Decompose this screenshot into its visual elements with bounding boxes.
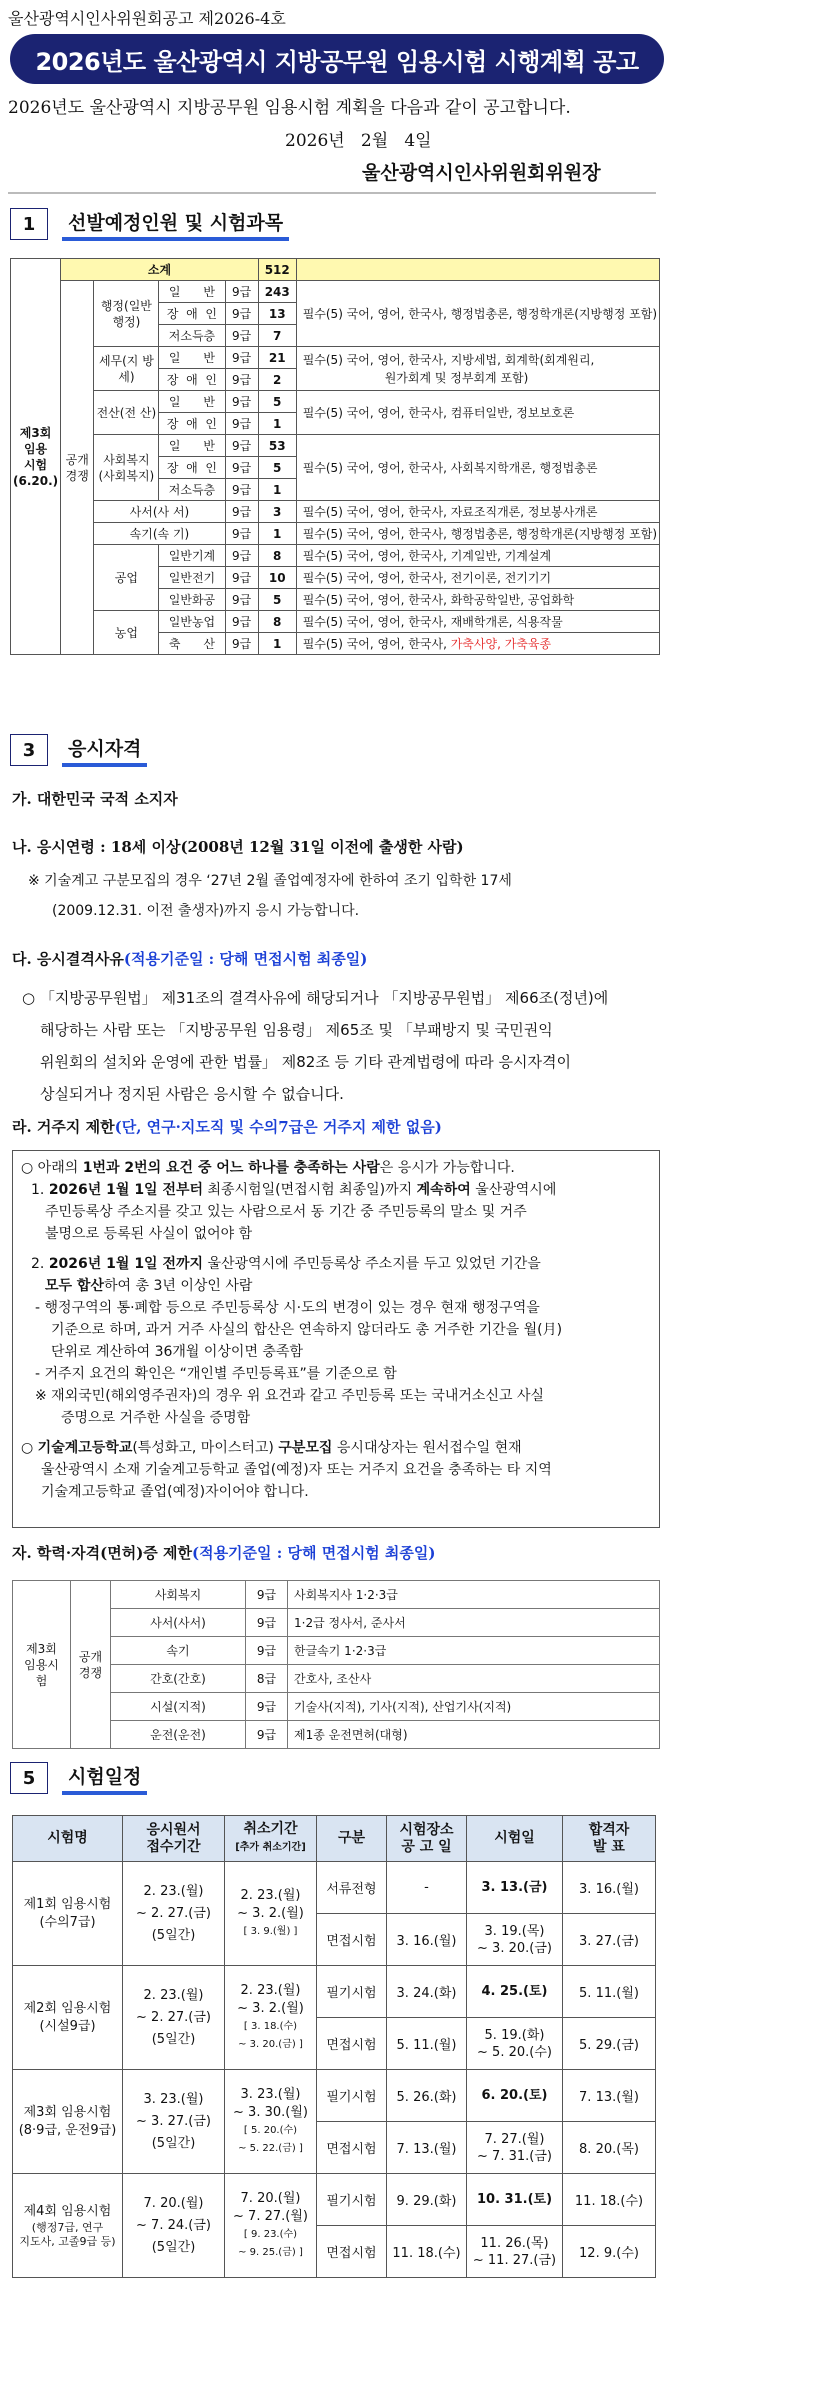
section-number: 5 [10, 1762, 48, 1794]
exam-name: 제2회 임용시험 (시설9급) [13, 1966, 123, 2070]
grade-cell: 9급 [225, 633, 258, 655]
sub-cell: 장 애 인 [159, 369, 225, 391]
schedule-row [13, 2174, 656, 2226]
heading-text: 자. 학력·자격(면허)증 제한 [12, 1544, 192, 1562]
grade-cell: 9급 [225, 369, 258, 391]
subjects-cell: 필수(5) 국어, 영어, 한국사, 화학공학일반, 공업화학 [296, 589, 659, 611]
sub-cell: 저소득층 [159, 479, 225, 501]
lic-field: 속기 [111, 1637, 246, 1665]
table-row [11, 347, 660, 369]
exam-name: 제3회 임용시험 (8·9급, 운전9급) [13, 2070, 123, 2174]
selection-table [10, 258, 660, 655]
section-title: 시험일정 [62, 1762, 147, 1795]
lic-field: 사회복지 [111, 1581, 246, 1609]
lic-field: 운전(운전) [111, 1721, 246, 1749]
residence-detail-line: 단위로 계산하여 36개월 이상이면 충족함 [51, 1344, 303, 1360]
lic-req: 1·2급 정사서, 준사서 [288, 1609, 660, 1637]
tech-school-line: 울산광역시 소재 기술계고등학교 졸업(예정)자 또는 거주지 요건을 충족하는 타 지역 [41, 1462, 552, 1478]
residence-item-1: 1. 2026년 1월 1일 전부터 최종시험일(면접시험 최종일)까지 계속하여 울산광역시에 [31, 1182, 557, 1198]
heading-note: (적용기준일 : 당해 면접시험 최종일) [191, 1544, 436, 1562]
exam-kind: 서류전형 [317, 1862, 387, 1914]
residence-item-1-line: 불명으로 등록된 사실이 없어야 함 [45, 1226, 253, 1242]
count-cell: 7 [258, 325, 296, 347]
count-cell: 2 [258, 369, 296, 391]
page-title: 2026년도 울산광역시 지방공무원 임용시험 시행계획 공고 [10, 34, 664, 84]
result-date: 7. 13.(월) [563, 2070, 656, 2122]
grade-cell: 9급 [225, 545, 258, 567]
cancel-period: 3. 23.(월) ~ 3. 30.(월) [ 5. 20.(수) ~ 5. 22.(금) ] [225, 2070, 317, 2174]
header-cancel: 취소기간 [추가 취소기간] [225, 1816, 317, 1862]
count-cell: 10 [258, 567, 296, 589]
schedule-header-row [13, 1816, 656, 1862]
sub-cell: 장 애 인 [159, 457, 225, 479]
grade-cell: 9급 [225, 391, 258, 413]
schedule-row [13, 1862, 656, 1914]
count-cell: 1 [258, 633, 296, 655]
result-date: 3. 16.(월) [563, 1862, 656, 1914]
grade-cell: 9급 [225, 303, 258, 325]
venue-date: 3. 24.(화) [387, 1966, 467, 2018]
grade-cell: 9급 [225, 523, 258, 545]
section-title: 응시자격 [62, 734, 147, 767]
cancel-period: 2. 23.(월) ~ 3. 2.(월) [ 3. 9.(월) ] [225, 1862, 317, 1966]
venue-date: 9. 29.(화) [387, 2174, 467, 2226]
total-row [11, 259, 660, 281]
result-date: 11. 18.(수) [563, 2174, 656, 2226]
exam-name: 제1회 임용시험 (수의7급) [13, 1862, 123, 1966]
type-label: 공개 경쟁 [61, 281, 94, 655]
count-cell: 243 [258, 281, 296, 303]
heading-note: (단, 연구·지도직 및 수의7급은 거주지 제한 없음) [114, 1118, 442, 1136]
section-1-heading [10, 208, 289, 240]
req-license [12, 1538, 435, 1568]
subjects-cell: 필수(5) 국어, 영어, 한국사, 가축사양, 가축육종 [296, 633, 659, 655]
lic-field: 사서(사서) [111, 1609, 246, 1637]
sub-cell: 일반화공 [159, 589, 225, 611]
grade-cell: 9급 [225, 457, 258, 479]
apply-period: 2. 23.(월) ~ 2. 27.(금) (5일간) [123, 1862, 225, 1966]
header-kind: 구분 [317, 1816, 387, 1862]
exam-date: 11. 26.(목) ~ 11. 27.(금) [467, 2226, 563, 2278]
venue-date: - [387, 1862, 467, 1914]
heading-text: 다. 응시결격사유 [12, 950, 124, 968]
req-age-note: ※ 기술계고 구분모집의 경우 ‘27년 2월 졸업예정자에 한하여 조기 입학한 17세 [28, 873, 512, 889]
lic-field: 간호(간호) [111, 1665, 246, 1693]
license-table [12, 1580, 660, 1749]
lic-req: 간호사, 조산사 [288, 1665, 660, 1693]
count-cell: 5 [258, 391, 296, 413]
lic-type: 공개 경쟁 [71, 1581, 111, 1749]
residence-box [12, 1150, 660, 1528]
lic-req: 기술사(지적), 기사(지적), 산업기사(지적) [288, 1693, 660, 1721]
group-cell: 공업 [94, 545, 159, 611]
grade-cell: 9급 [225, 435, 258, 457]
count-cell: 8 [258, 545, 296, 567]
grade-cell: 9급 [225, 347, 258, 369]
exam-kind: 필기시험 [317, 1966, 387, 2018]
lic-grade: 9급 [246, 1581, 288, 1609]
count-cell: 1 [258, 479, 296, 501]
table-row [13, 1581, 660, 1609]
exam-kind: 필기시험 [317, 2174, 387, 2226]
sub-cell: 축 산 [159, 633, 225, 655]
residence-item-2-line: 모두 합산하여 총 3년 이상인 사람 [45, 1278, 253, 1294]
count-cell: 21 [258, 347, 296, 369]
req-disqualification [12, 944, 367, 974]
apply-period: 7. 20.(월) ~ 7. 24.(금) (5일간) [123, 2174, 225, 2278]
exam-date: 10. 31.(토) [467, 2174, 563, 2226]
table-row [11, 391, 660, 413]
subjects-cell: 필수(5) 국어, 영어, 한국사, 재배학개론, 식용작물 [296, 611, 659, 633]
residence-rule: ○ 아래의 1번과 2번의 요건 중 어느 하나를 충족하는 사람은 응시가 가능합니다. [21, 1160, 515, 1176]
group-cell: 전산(전 산) [94, 391, 159, 435]
lic-grade: 9급 [246, 1721, 288, 1749]
schedule-table [12, 1815, 656, 2278]
intro-text: 2026년도 울산광역시 지방공무원 임용시험 계획을 다음과 같이 공고합니다. [8, 98, 571, 118]
result-date: 5. 29.(금) [563, 2018, 656, 2070]
sub-cell: 일 반 [159, 435, 225, 457]
count-cell: 3 [258, 501, 296, 523]
group-cell: 속기(속 기) [94, 523, 225, 545]
table-row [11, 501, 660, 523]
schedule-row [13, 2070, 656, 2122]
table-row [11, 545, 660, 567]
subjects-cell: 필수(5) 국어, 영어, 한국사, 지방세법, 회계학(회계원리, 원가회계 및 정부회계 포함) [296, 347, 659, 391]
grade-cell: 9급 [225, 501, 258, 523]
subjects-cell: 필수(5) 국어, 영어, 한국사, 전기이론, 전기기기 [296, 567, 659, 589]
req-nationality: 가. 대한민국 국적 소지자 [12, 790, 178, 808]
sub-cell: 저소득층 [159, 325, 225, 347]
exam-date: 3. 19.(목) ~ 3. 20.(금) [467, 1914, 563, 1966]
group-cell: 사회복지 (사회복지) [94, 435, 159, 501]
result-date: 8. 20.(목) [563, 2122, 656, 2174]
exam-date: 5. 19.(화) ~ 5. 20.(수) [467, 2018, 563, 2070]
residence-detail: - 행정구역의 통·폐합 등으로 주민등록상 시·도의 변경이 있는 경우 현재 행정구역을 [35, 1300, 540, 1316]
result-date: 3. 27.(금) [563, 1914, 656, 1966]
tech-school-rule: ○ 기술계고등학교(특성화고, 마이스터고) 구분모집 응시대상자는 원서접수일 현재 [21, 1440, 522, 1456]
exam-date: 6. 20.(토) [467, 2070, 563, 2122]
lic-grade: 9급 [246, 1609, 288, 1637]
section-number: 3 [10, 734, 48, 766]
subjects-cell: 필수(5) 국어, 영어, 한국사, 컴퓨터일반, 정보보호론 [296, 391, 659, 435]
sub-cell: 일반전기 [159, 567, 225, 589]
header-apply: 응시원서 접수기간 [123, 1816, 225, 1862]
count-cell: 1 [258, 413, 296, 435]
cancel-period: 2. 23.(월) ~ 3. 2.(월) [ 3. 18.(수) ~ 3. 20.(금) ] [225, 1966, 317, 2070]
header-result: 합격자 발 표 [563, 1816, 656, 1862]
lic-exam: 제3회 임용시험 [13, 1581, 71, 1749]
exam-date: 7. 27.(월) ~ 7. 31.(금) [467, 2122, 563, 2174]
section-3-heading [10, 734, 147, 766]
section-5-heading [10, 1762, 147, 1794]
exam-kind: 필기시험 [317, 2070, 387, 2122]
section-number: 1 [10, 208, 48, 240]
total-value: 512 [258, 259, 296, 281]
tech-school-line: 기술계고등학교 졸업(예정)자이어야 합니다. [41, 1484, 309, 1500]
count-cell: 1 [258, 523, 296, 545]
total-blank [296, 259, 659, 281]
count-cell: 5 [258, 457, 296, 479]
lic-req: 제1종 운전면허(대형) [288, 1721, 660, 1749]
grade-cell: 9급 [225, 281, 258, 303]
exam-name: 제4회 임용시험 (행정7급, 연구 지도사, 고졸9급 등) [13, 2174, 123, 2278]
subjects-cell: 필수(5) 국어, 영어, 한국사, 기계일반, 기계설계 [296, 545, 659, 567]
header-venue: 시험장소 공 고 일 [387, 1816, 467, 1862]
exam-kind: 면접시험 [317, 1914, 387, 1966]
lic-field: 시설(지적) [111, 1693, 246, 1721]
table-row [13, 1609, 660, 1637]
venue-date: 5. 11.(월) [387, 2018, 467, 2070]
exam-kind: 면접시험 [317, 2122, 387, 2174]
exam-kind: 면접시험 [317, 2226, 387, 2278]
table-row [13, 1637, 660, 1665]
req-age: 나. 응시연령 : 18세 이상(2008년 12월 31일 이전에 출생한 사람) [12, 838, 464, 856]
residence-item-1-line: 주민등록상 주소지를 갖고 있는 사람으로서 동 기간 중 주민등록의 말소 및 거주 [45, 1204, 527, 1220]
table-row [11, 523, 660, 545]
residence-note: ※ 재외국민(해외영주권자)의 경우 위 요건과 같고 주민등록 또는 국내거소신고 사실 [35, 1388, 544, 1404]
result-date: 12. 9.(수) [563, 2226, 656, 2278]
sub-cell: 일 반 [159, 347, 225, 369]
exam-date: 3. 13.(금) [467, 1862, 563, 1914]
grade-cell: 9급 [225, 325, 258, 347]
venue-date: 11. 18.(수) [387, 2226, 467, 2278]
exam-kind: 면접시험 [317, 2018, 387, 2070]
table-row [13, 1693, 660, 1721]
apply-period: 2. 23.(월) ~ 2. 27.(금) (5일간) [123, 1966, 225, 2070]
lic-grade: 8급 [246, 1665, 288, 1693]
table-row [11, 281, 660, 303]
residence-detail: - 거주지 요건의 확인은 “개인별 주민등록표”를 기준으로 함 [35, 1366, 397, 1382]
table-row [13, 1665, 660, 1693]
residence-detail-line: 기준으로 하며, 과거 거주 사실의 합산은 연속하지 않더라도 총 거주한 기간을 월(月) [51, 1322, 563, 1338]
section-title: 선발예정인원 및 시험과목 [62, 208, 289, 241]
exam-date: 4. 25.(토) [467, 1966, 563, 2018]
result-date: 5. 11.(월) [563, 1966, 656, 2018]
apply-period: 3. 23.(월) ~ 3. 27.(금) (5일간) [123, 2070, 225, 2174]
sub-cell: 장 애 인 [159, 413, 225, 435]
subjects-cell: 필수(5) 국어, 영어, 한국사, 행정법총론, 행정학개론(지방행정 포함) [296, 281, 659, 347]
count-cell: 5 [258, 589, 296, 611]
group-cell: 세무(지 방 세) [94, 347, 159, 391]
body-line: 위원회의 설치와 운영에 관한 법률」 제82조 등 기타 관계법령에 따라 응시자격이 [40, 1053, 571, 1071]
notice-number: 울산광역시인사위원회공고 제2026-4호 [8, 9, 286, 28]
req-residence [12, 1112, 442, 1142]
total-label: 소계 [61, 259, 259, 281]
body-line: ○ 「지방공무원법」 제31조의 결격사유에 해당되거나 「지방공무원법」 제66조(정년)에 [22, 989, 609, 1007]
count-cell: 53 [258, 435, 296, 457]
table-row [13, 1721, 660, 1749]
subjects-cell: 필수(5) 국어, 영어, 한국사, 행정법총론, 행정학개론(지방행정 포함) [296, 523, 659, 545]
signer: 울산광역시인사위원회위원장 [362, 162, 601, 184]
disqualification-body [22, 982, 652, 1110]
header-date: 시험일 [467, 1816, 563, 1862]
header-name: 시험명 [13, 1816, 123, 1862]
body-line: 해당하는 사람 또는 「지방공무원 임용령」 제65조 및 「부패방지 및 국민권익 [40, 1021, 553, 1039]
venue-date: 3. 16.(월) [387, 1914, 467, 1966]
schedule-row [13, 1966, 656, 2018]
group-cell: 농업 [94, 611, 159, 655]
table-row [11, 611, 660, 633]
heading-note: (적용기준일 : 당해 면접시험 최종일) [123, 950, 368, 968]
cancel-period: 7. 20.(월) ~ 7. 27.(월) [ 9. 23.(수) ~ 9. 25.(금) ] [225, 2174, 317, 2278]
sub-cell: 일반기계 [159, 545, 225, 567]
group-cell: 사서(사 서) [94, 501, 225, 523]
grade-cell: 9급 [225, 479, 258, 501]
group-cell: 행정(일반행정) [94, 281, 159, 347]
lic-grade: 9급 [246, 1637, 288, 1665]
table-row [11, 435, 660, 457]
req-age-note-2: (2009.12.31. 이전 출생자)까지 응시 가능합니다. [52, 903, 360, 919]
body-line: 상실되거나 정지된 사람은 응시할 수 없습니다. [40, 1085, 344, 1103]
heading-text: 라. 거주지 제한 [12, 1118, 115, 1136]
grade-cell: 9급 [225, 611, 258, 633]
lic-req: 한글속기 1·2·3급 [288, 1637, 660, 1665]
subjects-cell: 필수(5) 국어, 영어, 한국사, 사회복지학개론, 행정법총론 [296, 435, 659, 501]
divider [8, 192, 656, 194]
count-cell: 13 [258, 303, 296, 325]
notice-date: 2026년 2월 4일 [285, 131, 432, 151]
sub-cell: 일반농업 [159, 611, 225, 633]
grade-cell: 9급 [225, 567, 258, 589]
exam-label: 제3회 임용 시험 (6.20.) [11, 259, 61, 655]
sub-cell: 일 반 [159, 391, 225, 413]
residence-note-line: 증명으로 거주한 사실을 증명함 [61, 1410, 251, 1426]
count-cell: 8 [258, 611, 296, 633]
lic-grade: 9급 [246, 1693, 288, 1721]
residence-item-2: 2. 2026년 1월 1일 전까지 울산광역시에 주민등록상 주소지를 두고 있었던 기간을 [31, 1256, 541, 1272]
sub-cell: 장 애 인 [159, 303, 225, 325]
venue-date: 7. 13.(월) [387, 2122, 467, 2174]
lic-req: 사회복지사 1·2·3급 [288, 1581, 660, 1609]
grade-cell: 9급 [225, 589, 258, 611]
grade-cell: 9급 [225, 413, 258, 435]
sub-cell: 일 반 [159, 281, 225, 303]
venue-date: 5. 26.(화) [387, 2070, 467, 2122]
subjects-cell: 필수(5) 국어, 영어, 한국사, 자료조직개론, 정보봉사개론 [296, 501, 659, 523]
